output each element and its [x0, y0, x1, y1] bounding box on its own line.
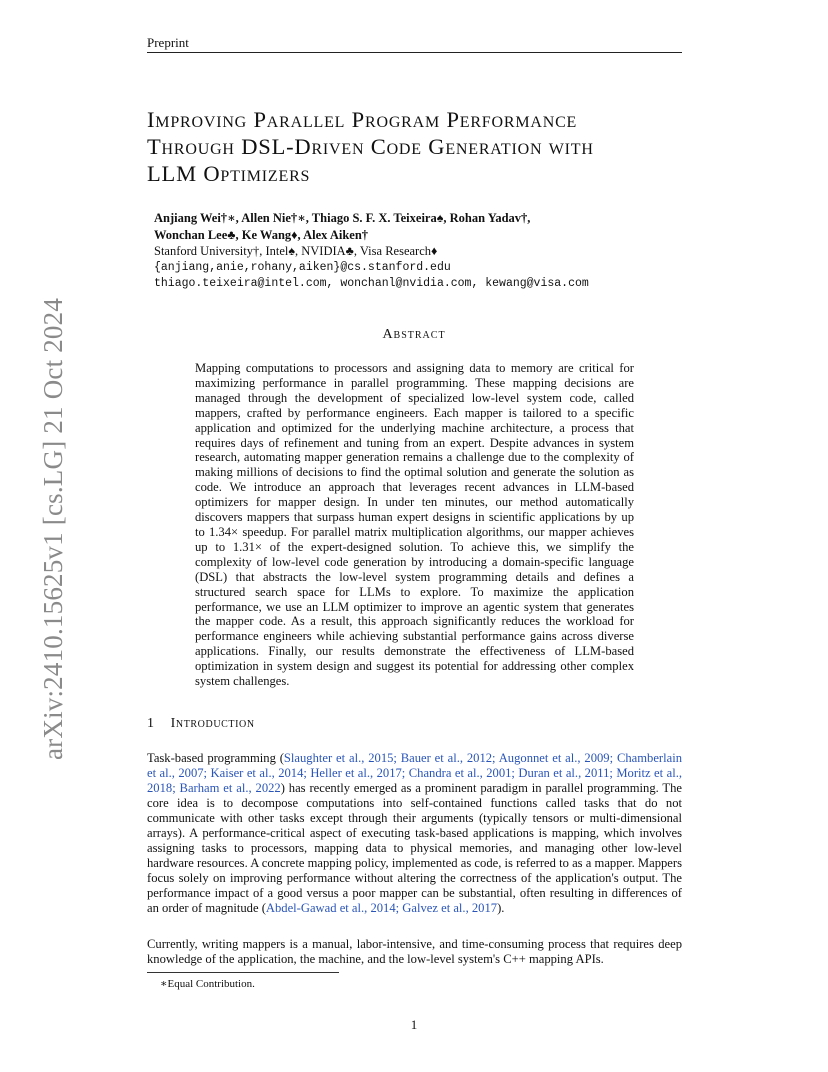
author-line-2: Wonchan Lee♣, Ke Wang♦, Alex Aiken† [154, 227, 369, 242]
email-line-2: thiago.teixeira@intel.com, wonchanl@nvidia.com, kewang@visa.com [154, 277, 589, 290]
paper-title [147, 106, 687, 187]
title-line-3: LLM Optimizers [147, 161, 311, 186]
abstract-text: Mapping computations to processors and assigning data to memory are critical for maximizing performance in parallel programming. These mapping decisions are managed through the development of specialized low-level system code, called mappers, crafted by performance engineers. Each mapper is tailored to a specific application and optimized for the underlying machine architecture, a process that requires days of refinement and tuning from an expert. Despite advances in system research, automating mapper generation remains a challenge due to the complexity of making millions of decisions to find the optimal solution and generate the solution as code. We introduce an approach that leverages recent advances in LLM-based optimizers for mapper design. In under ten minutes, our method automatically discovers mappers that surpass human expert designs in scientific applications by up to 1.34× speedup. For parallel matrix multiplication algorithms, our mapper achieves up to 1.31× of the expert-designed solution. To achieve this, we simplify the complexity of low-level code generation by introducing a domain-specific language (DSL) that abstracts the low-level system programming details and defines a structured search space for LLMs to explore. To maximize the application performance, we use an LLM optimizer to improve an agentic system that generates the mapper code. As a result, this approach significantly reduces the workload for performance engineers while achieving substantial performance gains across diverse applications. Finally, our results demonstrate the effectiveness of LLM-based optimization in system design and suggest its potential for addressing other complex system challenges. [195, 361, 634, 689]
p1-end: ). [497, 901, 505, 915]
email-line-1: {anjiang,anie,rohany,aiken}@cs.stanford.edu [154, 260, 451, 274]
running-header: Preprint [147, 35, 189, 50]
section-heading-introduction [147, 716, 255, 732]
title-line-2: Through DSL-Driven Code Generation with [147, 134, 594, 159]
footnote: ∗Equal Contribution. [160, 978, 255, 990]
p1-intro: Task-based programming ( [147, 751, 284, 765]
header-rule [147, 52, 682, 53]
affiliations: Stanford University†, Intel♠, NVIDIA♣, Visa Research♦ [154, 244, 438, 258]
footnote-rule [147, 972, 339, 973]
p1-body: ) has recently emerged as a prominent paradigm in parallel programming. The core idea is to decompose computations into self-contained functions called tasks that do not communicate with other tasks except through their arguments (typically tensors or multi-dimensional arrays). A performance-critical aspect of executing task-based applications is mapping, which involves assigning tasks to processors, mapping data to physical memories, and managing other low-level hardware resources. A concrete mapping policy, implemented as code, is referred to as a mapper. Mappers focus solely on improving performance without altering the correctness of the application's output. The performance impact of a good versus a poor mapper can be substantial, often resulting in differences of an order of magnitude ( [147, 781, 682, 915]
title-line-1: Improving Parallel Program Performance [147, 107, 578, 132]
section-title: Introduction [170, 716, 255, 731]
page-number: 1 [410, 1017, 418, 1032]
section-number: 1 [147, 716, 155, 731]
abstract-heading: Abstract [382, 327, 446, 342]
author-block [154, 210, 589, 293]
arxiv-stamp: arXiv:2410.15625v1 [cs.LG] 21 Oct 2024 [38, 297, 68, 760]
author-line-1: Anjiang Wei†∗, Allen Nie†∗, Thiago S. F. X. Teixeira♠, Rohan Yadav†, [154, 211, 531, 225]
intro-paragraph-2: Currently, writing mappers is a manual, labor-intensive, and time-consuming process that requires deep knowledge of the application, the machine, and the low-level system's C++ mapping APIs. [147, 937, 682, 966]
citation-link-group-1[interactable]: Slaughter et al., 2015; Bauer et al., 2012; Augonnet et al., 2009; Chamberlain et al., 2007; Kaiser et al., 2014; Heller et al., 2017; Chandra et al., 2001; Duran et al., 2011; Moritz et al., 2018; Barham et al., 2022 [147, 751, 682, 795]
intro-paragraph-1 [147, 751, 682, 916]
citation-link-group-2[interactable]: Abdel-Gawad et al., 2014; Galvez et al., 2017 [265, 901, 498, 915]
